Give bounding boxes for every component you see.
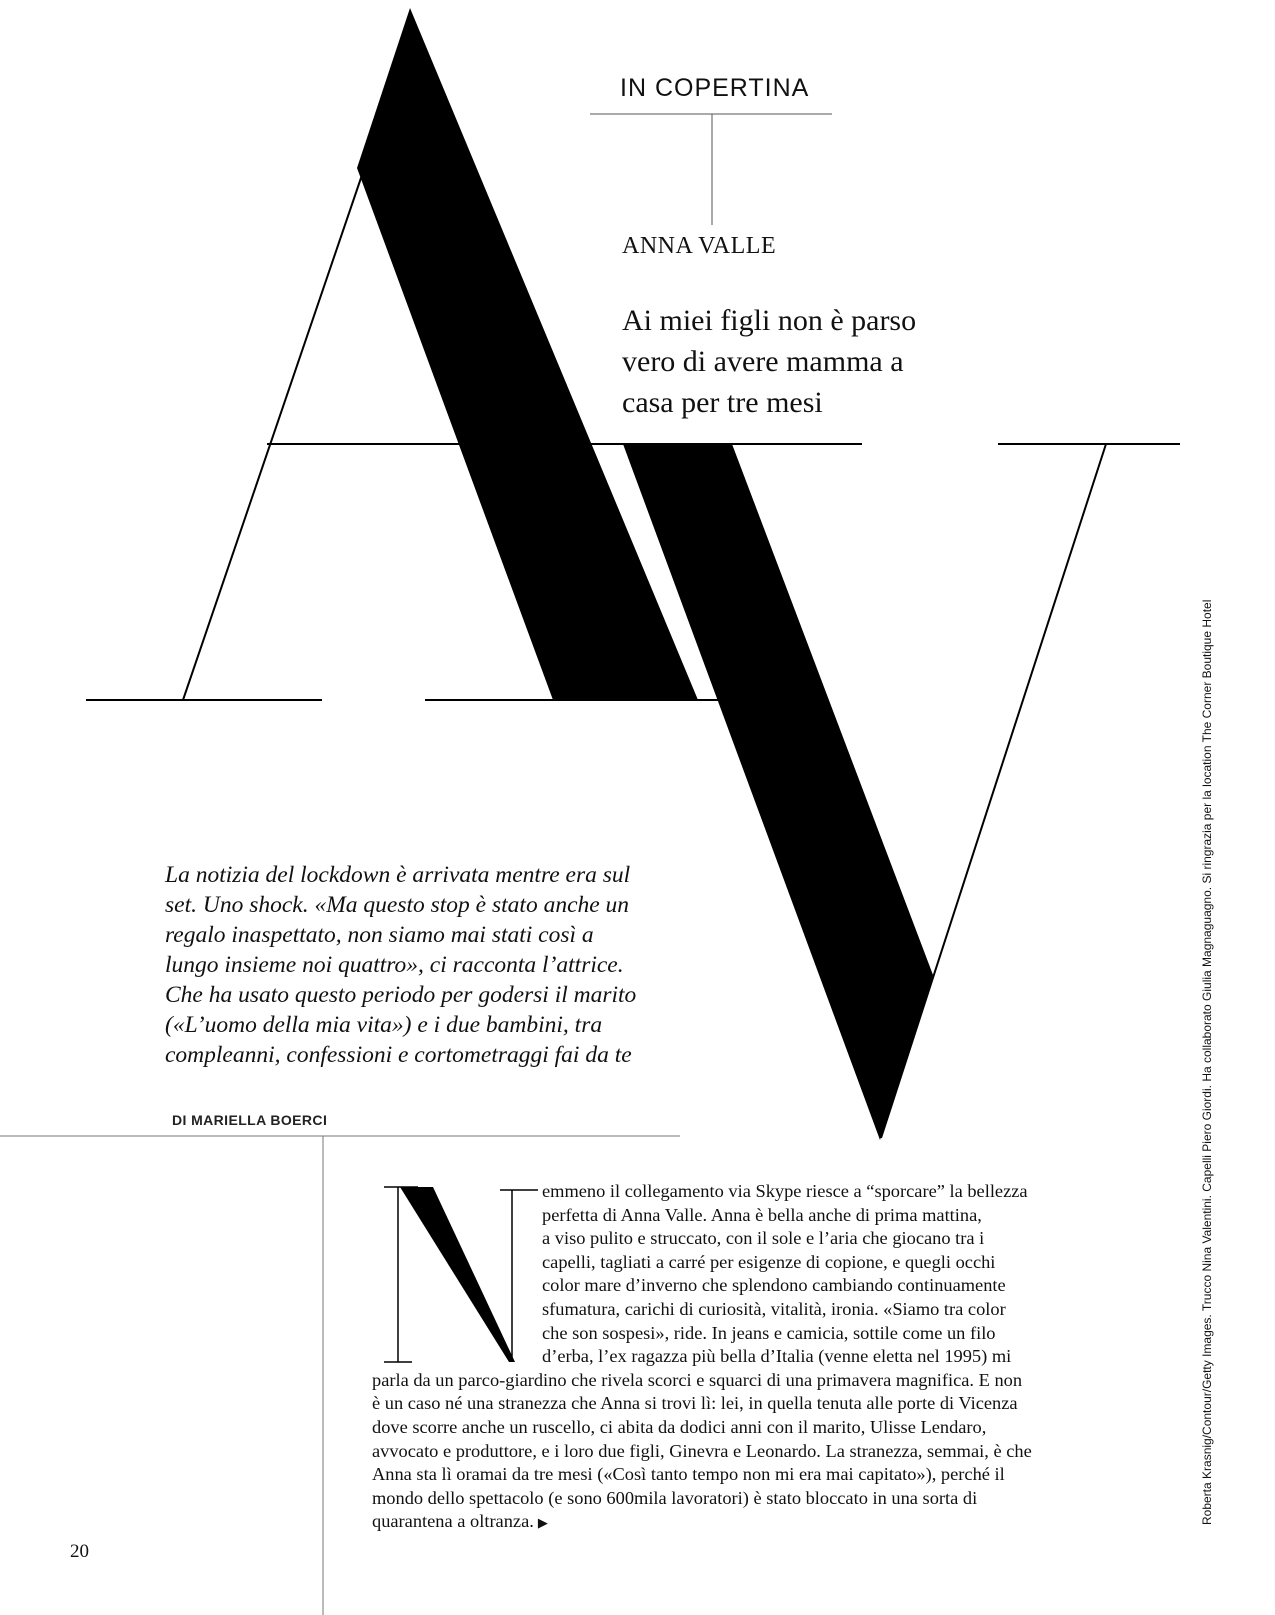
body-line: avvocato e produttore, e i loro due figli, Ginevra e Leonardo. La stranezza, semmai, è che (372, 1440, 1032, 1461)
body-line: a viso pulito e struccato, con il sole e l’aria che giocano tra i (542, 1228, 985, 1249)
byline: DI MARIELLA BOERCI (172, 1112, 328, 1128)
headline-line: casa per tre mesi (622, 386, 823, 419)
body-line: Anna sta lì oramai da tre mesi («Così tanto tempo non mi era mai capitato»), perché il (372, 1464, 1005, 1485)
headline-line: Ai miei figli non è parso (622, 304, 917, 337)
body-line: color mare d’inverno che splendono cambiando continuamente (542, 1275, 1006, 1296)
end-of-article-icon: ▶ (537, 1515, 548, 1531)
section-label: IN COPERTINA (620, 74, 810, 102)
body-line: parla da un parco-giardino che rivela scorci e squarci di una primavera magnifica. E non (372, 1369, 1023, 1390)
standfirst-line: compleanni, confessioni e cortometraggi fai da te (165, 1042, 632, 1068)
body-line: mondo dello spettacolo (e sono 600mila lavoratori) è stato bloccato in una sorta di (372, 1487, 978, 1508)
body-line: dove scorre anche un ruscello, ci abita da dodici anni con il marito, Ulisse Lendaro, (372, 1416, 987, 1437)
headline (622, 300, 982, 423)
standfirst-line: («L’uomo della mia vita») e i due bambini, tra (165, 1012, 603, 1038)
body-line: che son sospesi», ride. In jeans e camicia, sottile come un filo (542, 1322, 996, 1343)
monogram-v-thin-stroke (881, 444, 1106, 1138)
headline-line: vero di avere mamma a (622, 345, 904, 378)
standfirst (165, 860, 675, 1070)
body-line: perfetta di Anna Valle. Anna è bella anche di prima mattina, (542, 1204, 982, 1225)
body-line: emmeno il collegamento via Skype riesce a “sporcare” la bellezza (542, 1181, 1028, 1201)
standfirst-line: lungo insieme noi quattro», ci racconta l’attrice. (165, 952, 624, 978)
body-line: è un caso né una stranezza che Anna si trovi lì: lei, in quella tenuta alle porte di Vicenza (372, 1393, 1018, 1414)
body-line: sfumatura, carichi di curiosità, vitalità, ironia. «Siamo tra color (542, 1298, 1006, 1319)
page-number: 20 (70, 1541, 89, 1562)
standfirst-line: set. Uno shock. «Ma questo stop è stato anche un (165, 892, 630, 918)
body-line: capelli, tagliati a carré per esigenze di copione, e quegli occhi (542, 1251, 996, 1272)
photo-credits: Roberta Krasnig/Contour/Getty Images. Trucco Nina Valentini. Capelli Piero Giordi. Ha collaborato Giulia Magnaguagno. Si ringrazia per la location The Corner Boutique Hotel (1200, 599, 1214, 1525)
standfirst-line: Che ha usato questo periodo per godersi il marito (165, 982, 637, 1008)
standfirst-line: La notizia del lockdown è arrivata mentre era sul (165, 862, 631, 888)
subject-name: ANNA VALLE (622, 233, 777, 259)
monogram-a-thin-stroke (183, 175, 362, 700)
body-line: d’erba, l’ex ragazza più bella d’Italia (venne eletta nel 1995) mi (542, 1346, 1012, 1367)
standfirst-line: regalo inaspettato, non siamo mai stati così a (165, 922, 594, 948)
body-line: quarantena a oltranza. (372, 1511, 534, 1532)
article-body (372, 1180, 1082, 1535)
